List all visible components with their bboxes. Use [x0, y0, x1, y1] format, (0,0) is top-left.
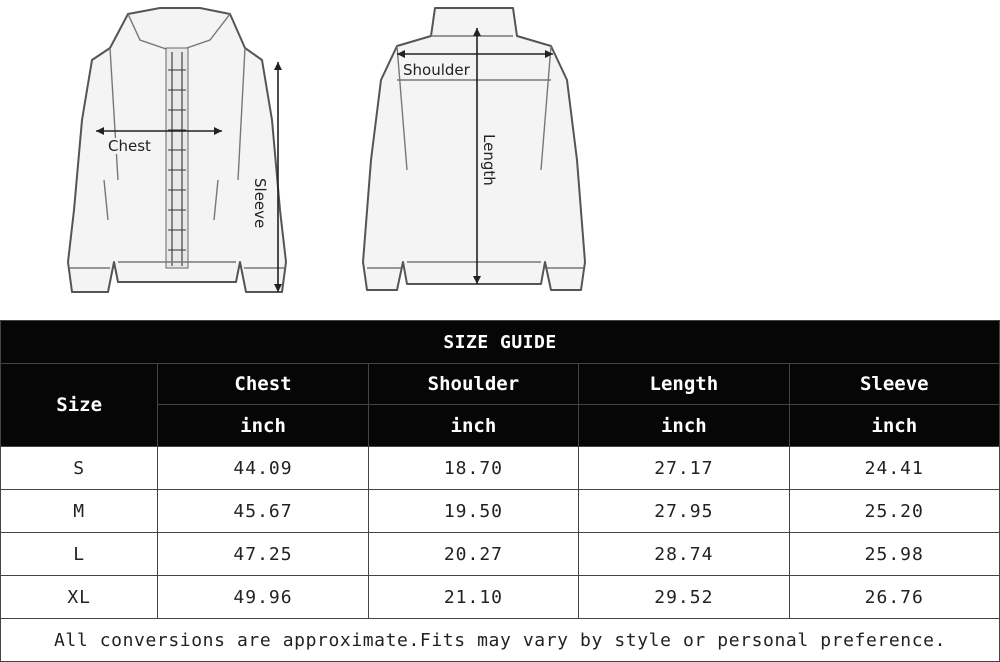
chest-cell: 45.67 — [158, 490, 368, 533]
unit-sleeve: inch — [789, 405, 999, 447]
jacket-back-drawing — [355, 0, 595, 300]
chest-cell: 44.09 — [158, 447, 368, 490]
size-guide-table — [0, 320, 1000, 662]
column-header-chest: Chest — [158, 364, 368, 405]
sleeve-cell: 25.98 — [789, 533, 999, 576]
chest-cell: 47.25 — [158, 533, 368, 576]
length-label: Length — [480, 134, 498, 186]
sleeve-cell: 24.41 — [789, 447, 999, 490]
unit-chest: inch — [158, 405, 368, 447]
jacket-front-drawing — [40, 0, 310, 300]
sleeve-label: Sleeve — [251, 178, 269, 229]
shoulder-cell: 18.70 — [368, 447, 578, 490]
size-guide-table-container — [0, 320, 1000, 661]
table-row — [1, 533, 1000, 576]
chest-cell: 49.96 — [158, 576, 368, 619]
chest-label: Chest — [108, 137, 151, 155]
size-cell: XL — [1, 576, 158, 619]
sleeve-cell: 26.76 — [789, 576, 999, 619]
table-row — [1, 576, 1000, 619]
length-cell: 27.17 — [579, 447, 789, 490]
shoulder-cell: 19.50 — [368, 490, 578, 533]
size-cell: M — [1, 490, 158, 533]
length-cell: 29.52 — [579, 576, 789, 619]
shoulder-cell: 20.27 — [368, 533, 578, 576]
table-title: SIZE GUIDE — [1, 321, 1000, 364]
length-cell: 27.95 — [579, 490, 789, 533]
length-cell: 28.74 — [579, 533, 789, 576]
size-cell: S — [1, 447, 158, 490]
jacket-front-illustration — [40, 0, 310, 300]
size-column-header: Size — [1, 364, 158, 447]
column-header-length: Length — [579, 364, 789, 405]
shoulder-cell: 21.10 — [368, 576, 578, 619]
sleeve-cell: 25.20 — [789, 490, 999, 533]
unit-shoulder: inch — [368, 405, 578, 447]
unit-length: inch — [579, 405, 789, 447]
table-footnote: All conversions are approximate.Fits may vary by style or personal preference. — [1, 619, 1000, 662]
jacket-back-illustration — [355, 0, 595, 300]
column-header-shoulder: Shoulder — [368, 364, 578, 405]
size-cell: L — [1, 533, 158, 576]
table-row — [1, 490, 1000, 533]
shoulder-label: Shoulder — [403, 61, 470, 79]
table-row — [1, 447, 1000, 490]
column-header-sleeve: Sleeve — [789, 364, 999, 405]
